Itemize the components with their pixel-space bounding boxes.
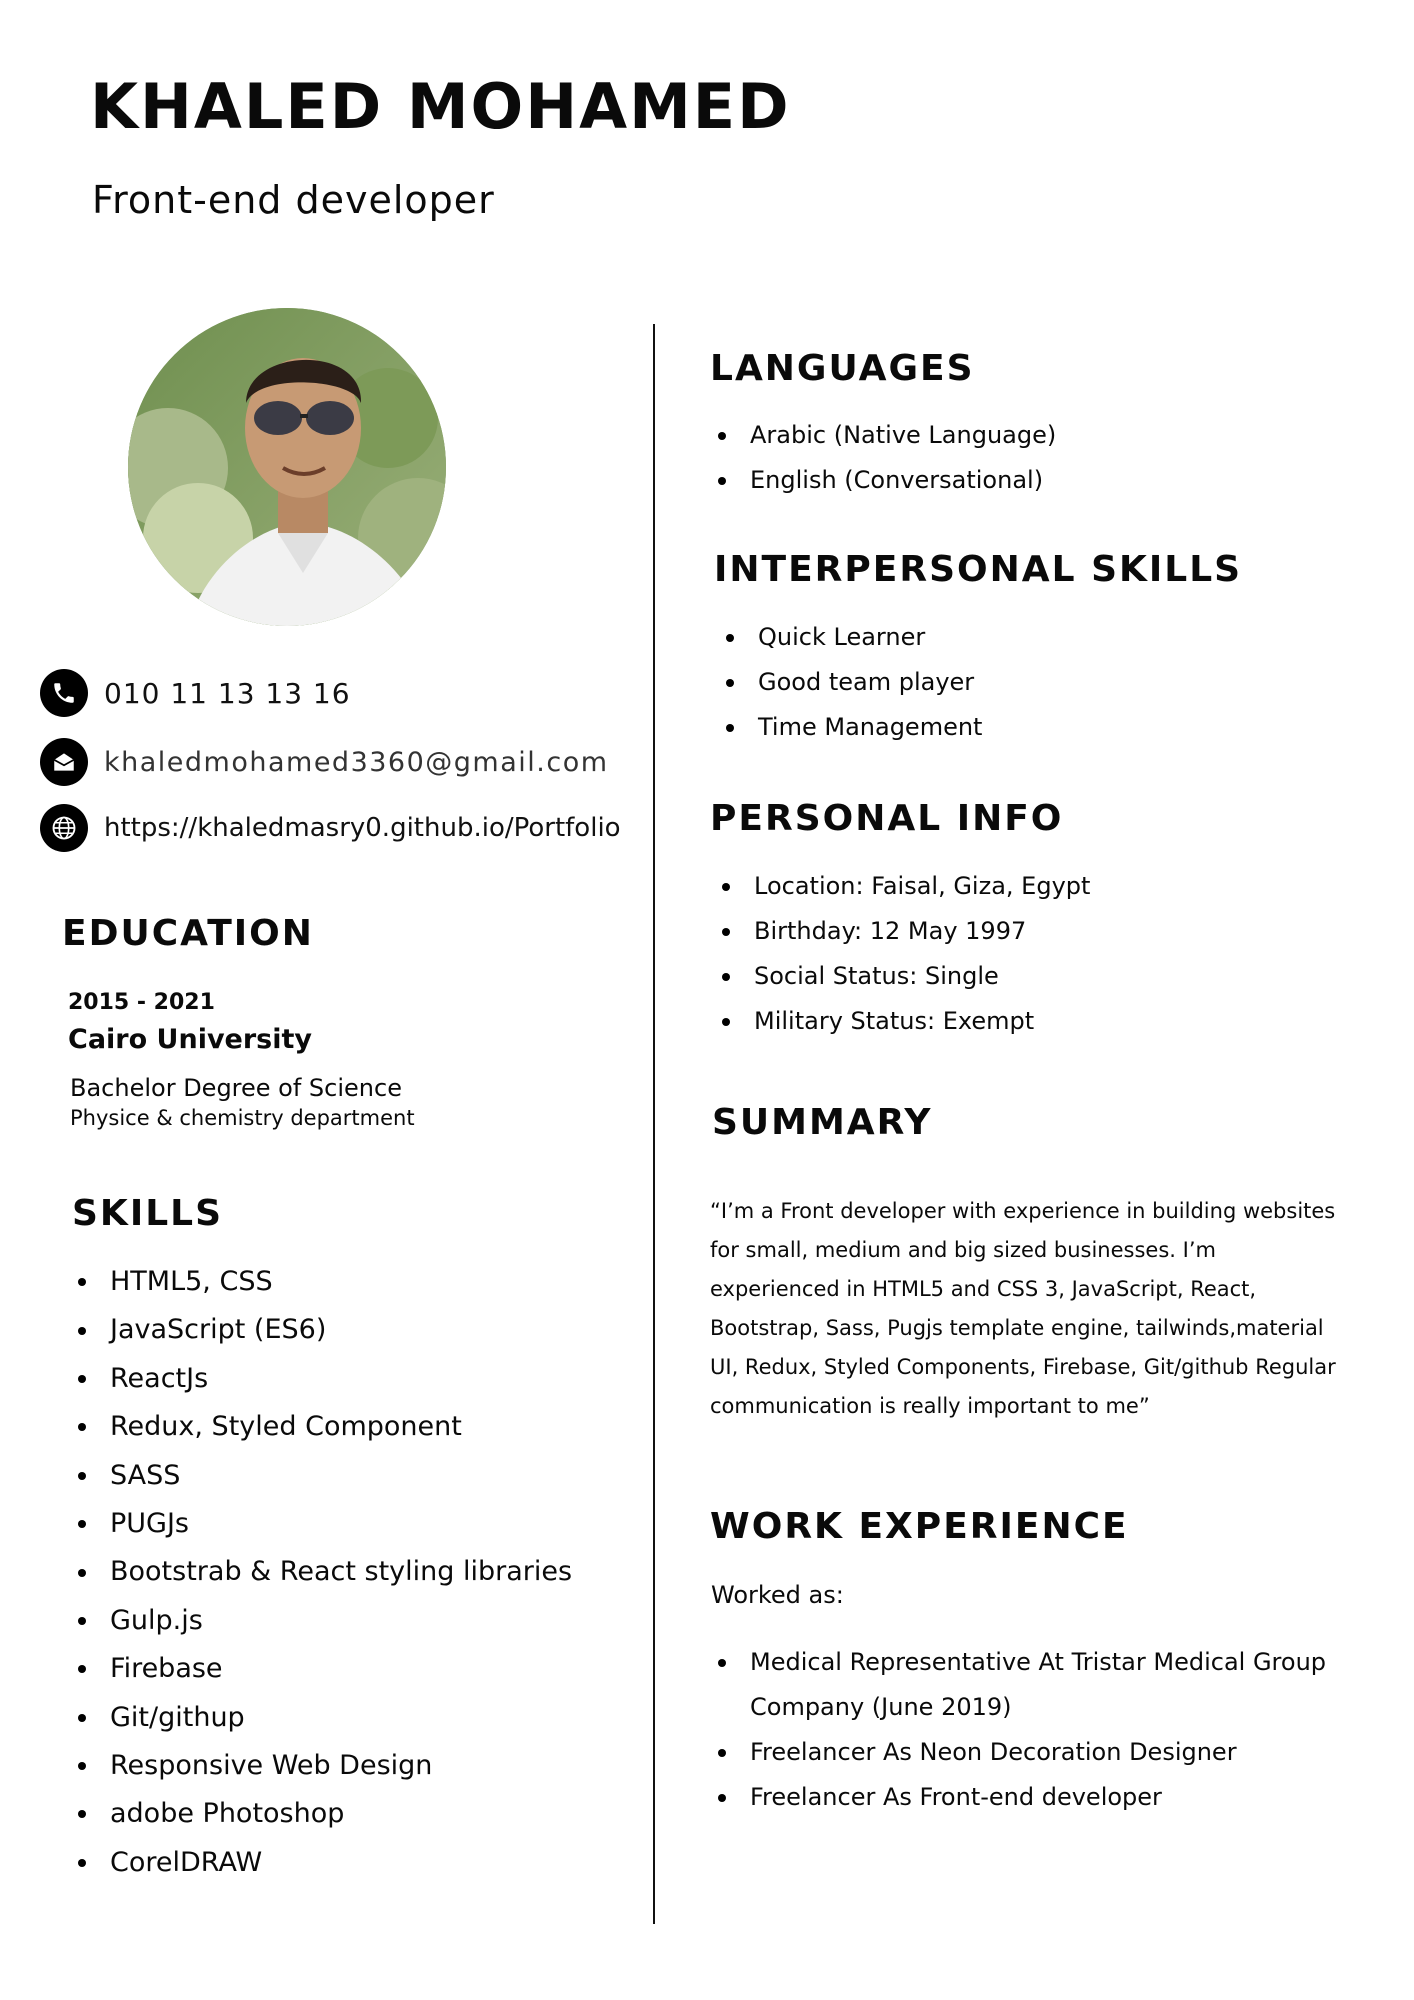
language-item: Arabic (Native Language) [712, 413, 1056, 458]
skill-item: Redux, Styled Component [72, 1403, 572, 1451]
interpersonal-item: Quick Learner [720, 615, 982, 660]
education-degree: Bachelor Degree of Science [70, 1074, 402, 1102]
summary-heading: SUMMARY [712, 1102, 933, 1143]
email-icon [40, 738, 88, 786]
skill-item: HTML5, CSS [72, 1258, 572, 1306]
skill-item: Git/githup [72, 1694, 572, 1742]
languages-heading: LANGUAGES [710, 348, 975, 389]
personal-info-item: Birthday: 12 May 1997 [716, 909, 1090, 954]
summary-text: “I’m a Front developer with experience in building websites for small, medium and big sized businesses. I’m experienced in HTML5 and CSS 3, JavaScript, React, Bootstrap, Sass, Pugjs template engine, tailwinds,material UI, Redux, Styled Components, Firebase, Git/github Regular communication is really important to me” [710, 1199, 1336, 1418]
personal-info-list [716, 864, 1090, 1044]
website-link[interactable]: https://khaledmasry0.github.io/Portfolio [104, 813, 621, 843]
personal-info-item: Social Status: Single [716, 954, 1090, 999]
work-item: Freelancer As Neon Decoration Designer [712, 1730, 1326, 1775]
work-item-continued: Company (June 2019) [750, 1693, 1012, 1721]
interpersonal-item: Time Management [720, 705, 982, 750]
language-item: English (Conversational) [712, 458, 1056, 503]
skill-item: ReactJs [72, 1355, 572, 1403]
skill-item: SASS [72, 1452, 572, 1500]
skill-item: CorelDRAW [72, 1839, 572, 1887]
education-school: Cairo University [68, 1024, 313, 1055]
phone-icon [40, 669, 88, 717]
skill-item: Firebase [72, 1645, 572, 1693]
work-experience-heading: WORK EXPERIENCE [710, 1506, 1129, 1547]
skills-heading: SKILLS [72, 1193, 224, 1234]
personal-info-item: Location: Faisal, Giza, Egypt [716, 864, 1090, 909]
work-intro: Worked as: [711, 1581, 844, 1609]
education-heading: EDUCATION [62, 913, 314, 954]
person-name: KHALED MOHAMED [90, 70, 791, 143]
skill-item: Bootstrab & React styling libraries [72, 1548, 572, 1596]
email-address[interactable]: khaledmohamed3360@gmail.com [104, 746, 609, 778]
personal-info-item: Military Status: Exempt [716, 999, 1090, 1044]
education-years: 2015 - 2021 [68, 990, 215, 1015]
skills-list [72, 1258, 572, 1887]
work-list [712, 1640, 1326, 1820]
skill-item: Responsive Web Design [72, 1742, 572, 1790]
phone-number: 010 11 13 13 16 [104, 676, 351, 710]
work-item: Medical Representative At Tristar Medical Group [712, 1640, 1326, 1685]
skill-item: PUGJs [72, 1500, 572, 1548]
languages-list [712, 413, 1056, 503]
job-title: Front-end developer [92, 178, 495, 222]
contact-website [40, 804, 621, 852]
education-department: Physice & chemistry department [70, 1106, 415, 1130]
skill-item: adobe Photoshop [72, 1790, 572, 1838]
interpersonal-item: Good team player [720, 660, 982, 705]
globe-icon [40, 804, 88, 852]
contact-phone [40, 669, 351, 717]
column-divider [653, 324, 655, 1924]
work-item: Freelancer As Front-end developer [712, 1775, 1326, 1820]
personal-info-heading: PERSONAL INFO [710, 798, 1064, 839]
interpersonal-list [720, 615, 982, 750]
interpersonal-heading: INTERPERSONAL SKILLS [714, 549, 1243, 590]
skill-item: JavaScript (ES6) [72, 1306, 572, 1354]
contact-email [40, 738, 609, 786]
skill-item: Gulp.js [72, 1597, 572, 1645]
profile-photo [128, 308, 446, 626]
